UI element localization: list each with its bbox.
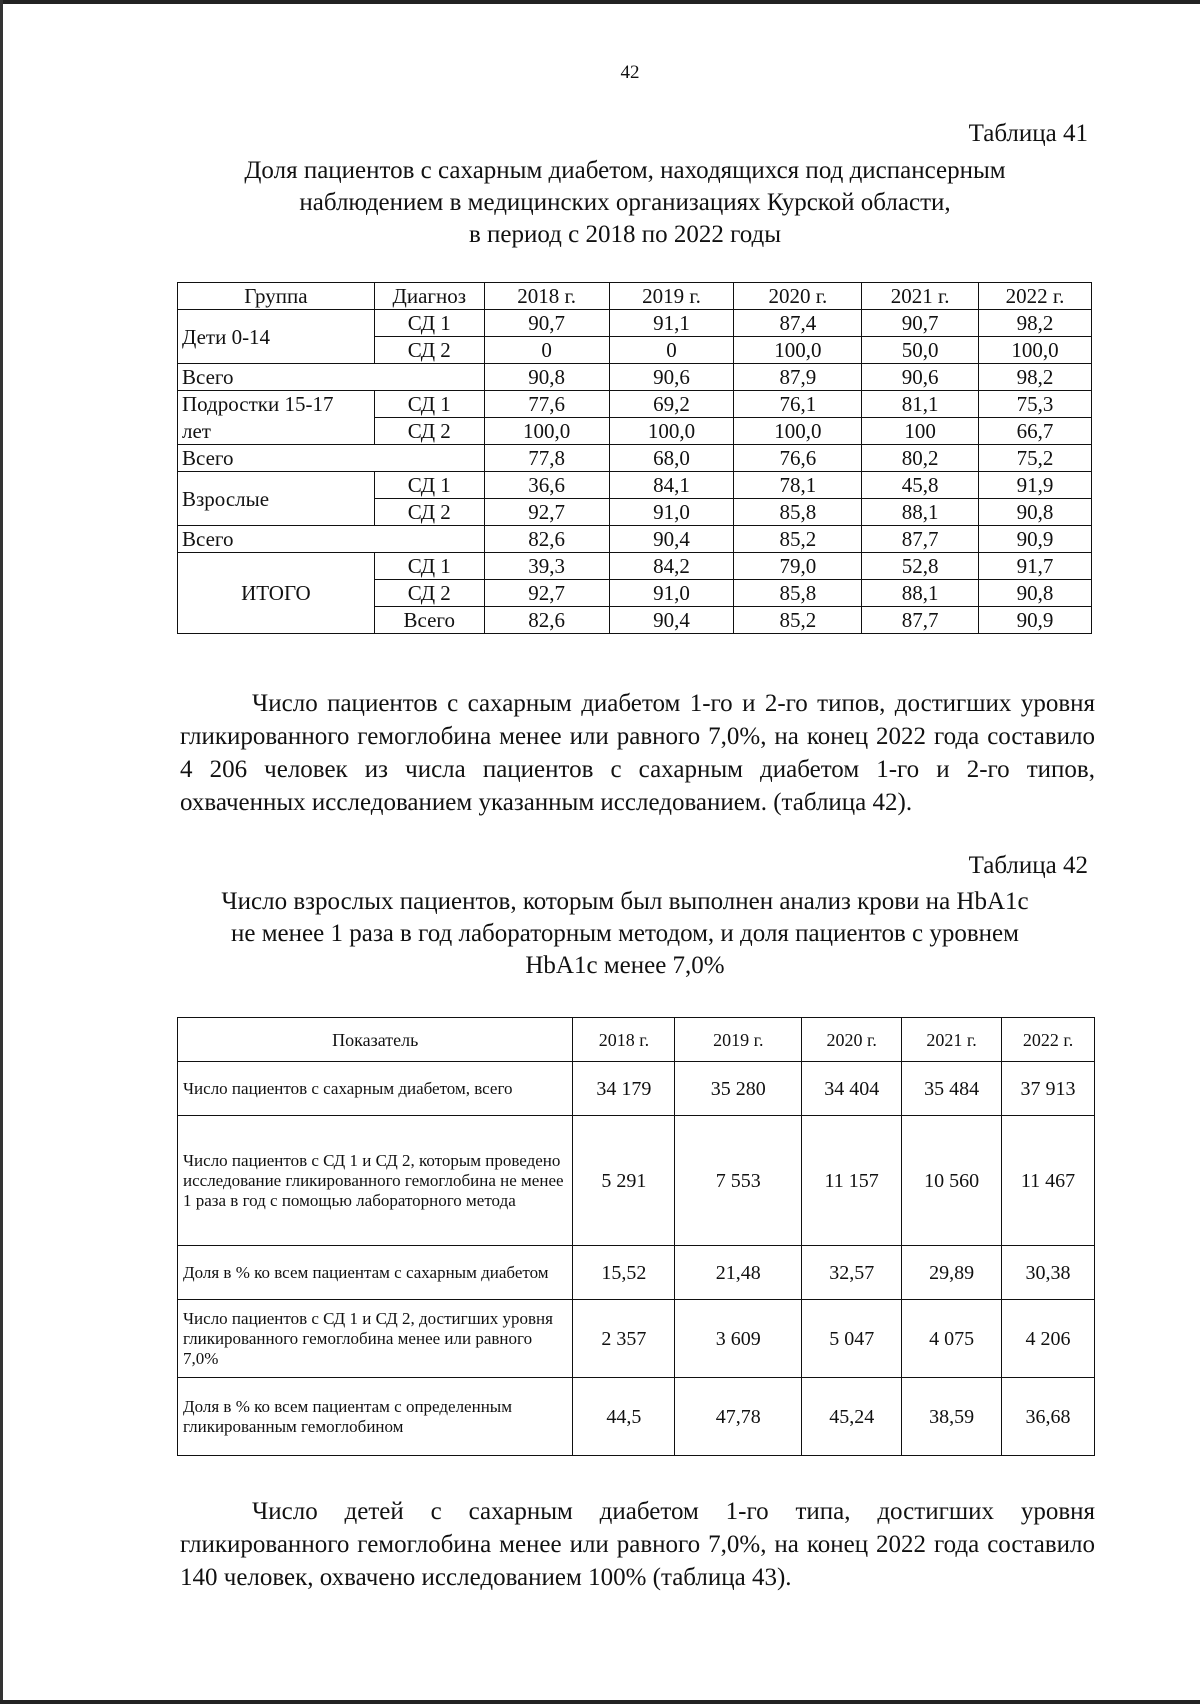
value-cell: 98,2 (979, 364, 1092, 391)
table41-title-line: Доля пациентов с сахарным диабетом, находящихся под диспансерным (244, 157, 1006, 184)
table42-header-row (178, 1018, 1095, 1062)
value-cell: 87,7 (862, 607, 979, 634)
value-cell: 90,9 (979, 607, 1092, 634)
value-cell: 38,59 (902, 1378, 1002, 1456)
value-cell: 85,8 (734, 499, 862, 526)
value-cell: 10 560 (902, 1116, 1002, 1246)
group-cell: ИТОГО (178, 553, 375, 634)
value-cell: 90,6 (862, 364, 979, 391)
table41-label: Таблица 41 (968, 120, 1088, 147)
table-row (178, 391, 1092, 418)
value-cell: 88,1 (862, 580, 979, 607)
value-cell: 85,2 (734, 607, 862, 634)
value-cell: 100,0 (979, 337, 1092, 364)
table42-title (150, 886, 1100, 982)
value-cell: 37 913 (1002, 1062, 1095, 1116)
diagnosis-cell: СД 1 (374, 553, 484, 580)
value-cell: 30,38 (1002, 1246, 1095, 1300)
value-cell: 90,8 (979, 580, 1092, 607)
value-cell: 91,1 (609, 310, 734, 337)
value-cell: 3 609 (675, 1300, 802, 1378)
value-cell: 90,7 (484, 310, 609, 337)
value-cell: 90,7 (862, 310, 979, 337)
value-cell: 77,6 (484, 391, 609, 418)
value-cell: 15,52 (573, 1246, 675, 1300)
table41-title-line: наблюдением в медицинских организациях Курской области, (299, 189, 951, 216)
table-row (178, 553, 1092, 580)
value-cell: 90,4 (609, 526, 734, 553)
header-cell: 2021 г. (862, 283, 979, 310)
diagnosis-cell: СД 2 (374, 499, 484, 526)
value-cell: 100,0 (734, 418, 862, 445)
value-cell: 85,8 (734, 580, 862, 607)
value-cell: 92,7 (484, 499, 609, 526)
table42 (177, 1017, 1095, 1456)
group-cell: Дети 0-14 (178, 310, 375, 364)
value-cell: 75,2 (979, 445, 1092, 472)
table42-title-line: Число взрослых пациентов, которым был выполнен анализ крови на HbA1c (221, 888, 1029, 915)
paragraph-2-text: Число детей с сахарным диабетом 1-го типа, достигших уровня гликированного гемоглобина менее или равного 7,0%, на конец 2022 года составило 140 человек, охвачено исследованием 100% (таблица 43). (180, 1498, 1095, 1591)
value-cell: 77,8 (484, 445, 609, 472)
value-cell: 90,8 (979, 499, 1092, 526)
header-cell: 2018 г. (573, 1018, 675, 1062)
value-cell: 100,0 (609, 418, 734, 445)
header-cell: 2019 г. (675, 1018, 802, 1062)
table-row (178, 472, 1092, 499)
total-label: Всего (178, 445, 485, 472)
value-cell: 91,7 (979, 553, 1092, 580)
value-cell: 81,1 (862, 391, 979, 418)
value-cell: 84,2 (609, 553, 734, 580)
diagnosis-cell: СД 1 (374, 310, 484, 337)
value-cell: 45,24 (802, 1378, 902, 1456)
header-cell: Показатель (178, 1018, 573, 1062)
group-cell: лет (178, 418, 375, 445)
table-row (178, 418, 1092, 445)
value-cell: 87,7 (862, 526, 979, 553)
header-cell: 2022 г. (1002, 1018, 1095, 1062)
header-cell: Диагноз (374, 283, 484, 310)
value-cell: 76,1 (734, 391, 862, 418)
value-cell: 29,89 (902, 1246, 1002, 1300)
value-cell: 75,3 (979, 391, 1092, 418)
group-cell: Взрослые (178, 472, 375, 526)
total-label: Всего (178, 364, 485, 391)
value-cell: 90,9 (979, 526, 1092, 553)
header-cell: 2021 г. (902, 1018, 1002, 1062)
value-cell: 4 075 (902, 1300, 1002, 1378)
table-row (178, 1116, 1095, 1246)
value-cell: 91,0 (609, 499, 734, 526)
value-cell: 98,2 (979, 310, 1092, 337)
table42-label: Таблица 42 (968, 852, 1088, 879)
value-cell: 90,6 (609, 364, 734, 391)
value-cell: 90,4 (609, 607, 734, 634)
paragraph-2 (180, 1495, 1095, 1594)
indicator-cell: Доля в % ко всем пациентам с сахарным диабетом (178, 1246, 573, 1300)
diagnosis-cell: СД 1 (374, 391, 484, 418)
value-cell: 21,48 (675, 1246, 802, 1300)
value-cell: 5 047 (802, 1300, 902, 1378)
value-cell: 76,6 (734, 445, 862, 472)
value-cell: 44,5 (573, 1378, 675, 1456)
value-cell: 34 179 (573, 1062, 675, 1116)
scan-border-bottom (0, 1700, 1200, 1704)
value-cell: 85,2 (734, 526, 862, 553)
table42-title-line: не менее 1 раза в год лабораторным методом, и доля пациентов с уровнем (231, 920, 1019, 947)
diagnosis-cell: СД 1 (374, 472, 484, 499)
table41 (177, 282, 1092, 634)
value-cell: 78,1 (734, 472, 862, 499)
indicator-cell: Число пациентов с сахарным диабетом, всего (178, 1062, 573, 1116)
value-cell: 4 206 (1002, 1300, 1095, 1378)
value-cell: 0 (484, 337, 609, 364)
header-cell: 2020 г. (802, 1018, 902, 1062)
group-cell: Подростки 15-17 (178, 391, 375, 418)
value-cell: 52,8 (862, 553, 979, 580)
header-cell: 2022 г. (979, 283, 1092, 310)
diagnosis-cell: Всего (374, 607, 484, 634)
value-cell: 36,6 (484, 472, 609, 499)
value-cell: 45,8 (862, 472, 979, 499)
indicator-cell: Число пациентов с СД 1 и СД 2, которым проведено исследование гликированного гемоглобина не менее 1 раза в год с помощью лабораторного метода (178, 1116, 573, 1246)
value-cell: 84,1 (609, 472, 734, 499)
value-cell: 5 291 (573, 1116, 675, 1246)
total-label: Всего (178, 526, 485, 553)
value-cell: 11 157 (802, 1116, 902, 1246)
value-cell: 92,7 (484, 580, 609, 607)
value-cell: 35 484 (902, 1062, 1002, 1116)
value-cell: 100 (862, 418, 979, 445)
total-row (178, 526, 1092, 553)
value-cell: 11 467 (1002, 1116, 1095, 1246)
table-row (178, 1246, 1095, 1300)
value-cell: 66,7 (979, 418, 1092, 445)
table41-title (150, 155, 1100, 251)
value-cell: 88,1 (862, 499, 979, 526)
indicator-cell: Доля в % ко всем пациентам с определенным гликированным гемоглобином (178, 1378, 573, 1456)
value-cell: 36,68 (1002, 1378, 1095, 1456)
value-cell: 82,6 (484, 607, 609, 634)
value-cell: 32,57 (802, 1246, 902, 1300)
value-cell: 87,9 (734, 364, 862, 391)
value-cell: 68,0 (609, 445, 734, 472)
value-cell: 87,4 (734, 310, 862, 337)
value-cell: 47,78 (675, 1378, 802, 1456)
value-cell: 39,3 (484, 553, 609, 580)
value-cell: 69,2 (609, 391, 734, 418)
value-cell: 0 (609, 337, 734, 364)
header-cell: 2019 г. (609, 283, 734, 310)
value-cell: 35 280 (675, 1062, 802, 1116)
header-cell: 2018 г. (484, 283, 609, 310)
header-cell: 2020 г. (734, 283, 862, 310)
value-cell: 100,0 (484, 418, 609, 445)
paragraph-1 (180, 687, 1095, 819)
table41-header-row (178, 283, 1092, 310)
value-cell: 90,8 (484, 364, 609, 391)
table41-title-line: в период с 2018 по 2022 годы (468, 221, 782, 248)
diagnosis-cell: СД 2 (374, 418, 484, 445)
table-row (178, 1062, 1095, 1116)
value-cell: 50,0 (862, 337, 979, 364)
value-cell: 34 404 (802, 1062, 902, 1116)
value-cell: 7 553 (675, 1116, 802, 1246)
scan-border-top (0, 0, 1200, 4)
value-cell: 91,0 (609, 580, 734, 607)
indicator-cell: Число пациентов с СД 1 и СД 2, достигших уровня гликированного гемоглобина менее или равного 7,0% (178, 1300, 573, 1378)
paragraph-1-text: Число пациентов с сахарным диабетом 1-го и 2-го типов, достигших уровня гликированного гемоглобина менее или равного 7,0%, на конец 2022 года составило 4 206 человек из числа пациентов с сахарным диабетом 1-го и 2-го типов, охваченных исследованием указанным исследованием. (таблица 42). (180, 690, 1095, 816)
table-row (178, 1300, 1095, 1378)
value-cell: 79,0 (734, 553, 862, 580)
diagnosis-cell: СД 2 (374, 580, 484, 607)
diagnosis-cell: СД 2 (374, 337, 484, 364)
value-cell: 80,2 (862, 445, 979, 472)
value-cell: 2 357 (573, 1300, 675, 1378)
value-cell: 91,9 (979, 472, 1092, 499)
header-cell: Группа (178, 283, 375, 310)
table-row (178, 310, 1092, 337)
table-row (178, 1378, 1095, 1456)
total-row (178, 364, 1092, 391)
scan-border-left (0, 0, 3, 1704)
page-number: 42 (620, 62, 640, 83)
table42-title-line: HbA1c менее 7,0% (525, 952, 725, 979)
value-cell: 82,6 (484, 526, 609, 553)
total-row (178, 445, 1092, 472)
value-cell: 100,0 (734, 337, 862, 364)
